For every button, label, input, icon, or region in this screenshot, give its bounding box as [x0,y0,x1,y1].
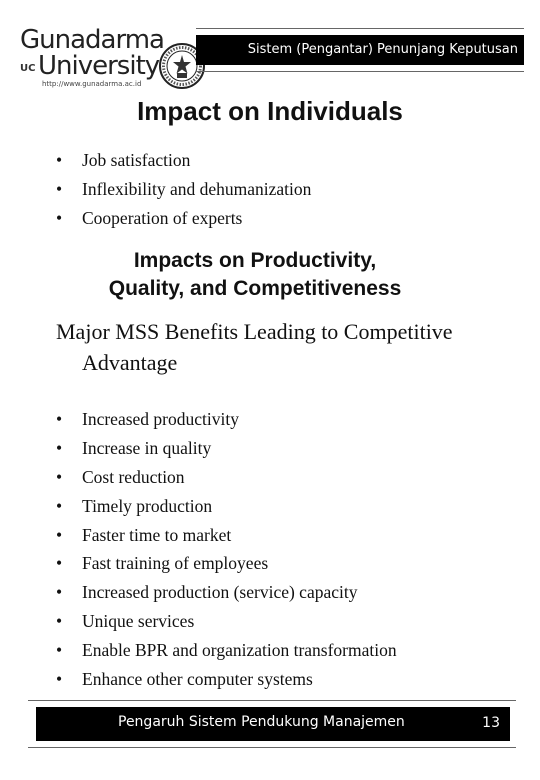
list-item [56,204,311,233]
list-item-text: Timely production [82,495,213,516]
bullet-icon: • [56,611,63,632]
list-item-text: Unique services [82,611,195,632]
bullet-icon: • [56,150,63,170]
section-title-line: Quality, and Competitiveness [108,277,402,300]
bullet-icon: • [56,669,63,690]
logo-text-uc: UC [20,63,36,74]
footer-rule-bottom [28,747,516,748]
section-title-line: Impacts on Productivity, [133,249,377,272]
list-item [56,434,397,463]
list-item [56,549,397,578]
university-logo [18,20,218,90]
list-item-text: Increased production (service) capacity [82,582,358,603]
bullet-icon: • [56,524,63,545]
list-item-text: Cost reduction [82,466,185,487]
list-item-text: Enable BPR and organization transformation [82,640,397,661]
bullet-icon: • [56,178,63,199]
bullet-icon: • [56,409,63,429]
list-item-text: Fast training of employees [82,553,269,574]
list-item-text: Cooperation of experts [82,207,243,228]
list-item-text: Increased productivity [82,409,239,429]
bullet-icon: • [56,582,63,603]
footer-title: Pengaruh Sistem Pendukung Manajemen [118,714,405,730]
page-number: 13 [482,715,500,731]
list-item-text: Increase in quality [82,437,212,458]
bullet-icon: • [56,466,63,487]
bullet-icon: • [56,207,63,228]
bullet-icon: • [56,495,63,516]
logo-text-gunadarma: Gunadarma [20,25,164,55]
list-item [56,463,397,492]
logo-text-university: University [38,51,160,81]
list-item [56,521,397,550]
bullet-icon: • [56,553,63,574]
list-item-text: Faster time to market [82,524,232,545]
list-item-text: Inflexibility and dehumanization [82,178,312,199]
section-title-individuals: Impact on Individuals [137,96,403,126]
list-item-text: Enhance other computer systems [82,669,313,690]
section-title-productivity [40,247,470,303]
header-rule-top [196,28,524,29]
list-item [56,607,397,636]
individuals-list [56,146,311,233]
benefits-intro: Major MSS Benefits Leading to Competitive Advantage [56,319,453,375]
logo-url: http://www.gunadarma.ac.id [42,80,142,88]
list-item [56,636,397,665]
list-item [56,665,397,694]
list-item [56,175,311,204]
header-rule-bottom [196,71,524,72]
bullet-icon: • [56,437,63,458]
footer-bar [36,707,510,741]
list-item [56,405,397,434]
list-item-text: Job satisfaction [82,150,191,170]
list-item [56,146,311,175]
header-bar: Sistem (Pengantar) Penunjang Keputusan [196,35,524,65]
list-item [56,578,397,607]
footer-rule-top [28,700,516,701]
bullet-icon: • [56,640,63,661]
list-item [56,492,397,521]
benefits-list [56,405,397,694]
